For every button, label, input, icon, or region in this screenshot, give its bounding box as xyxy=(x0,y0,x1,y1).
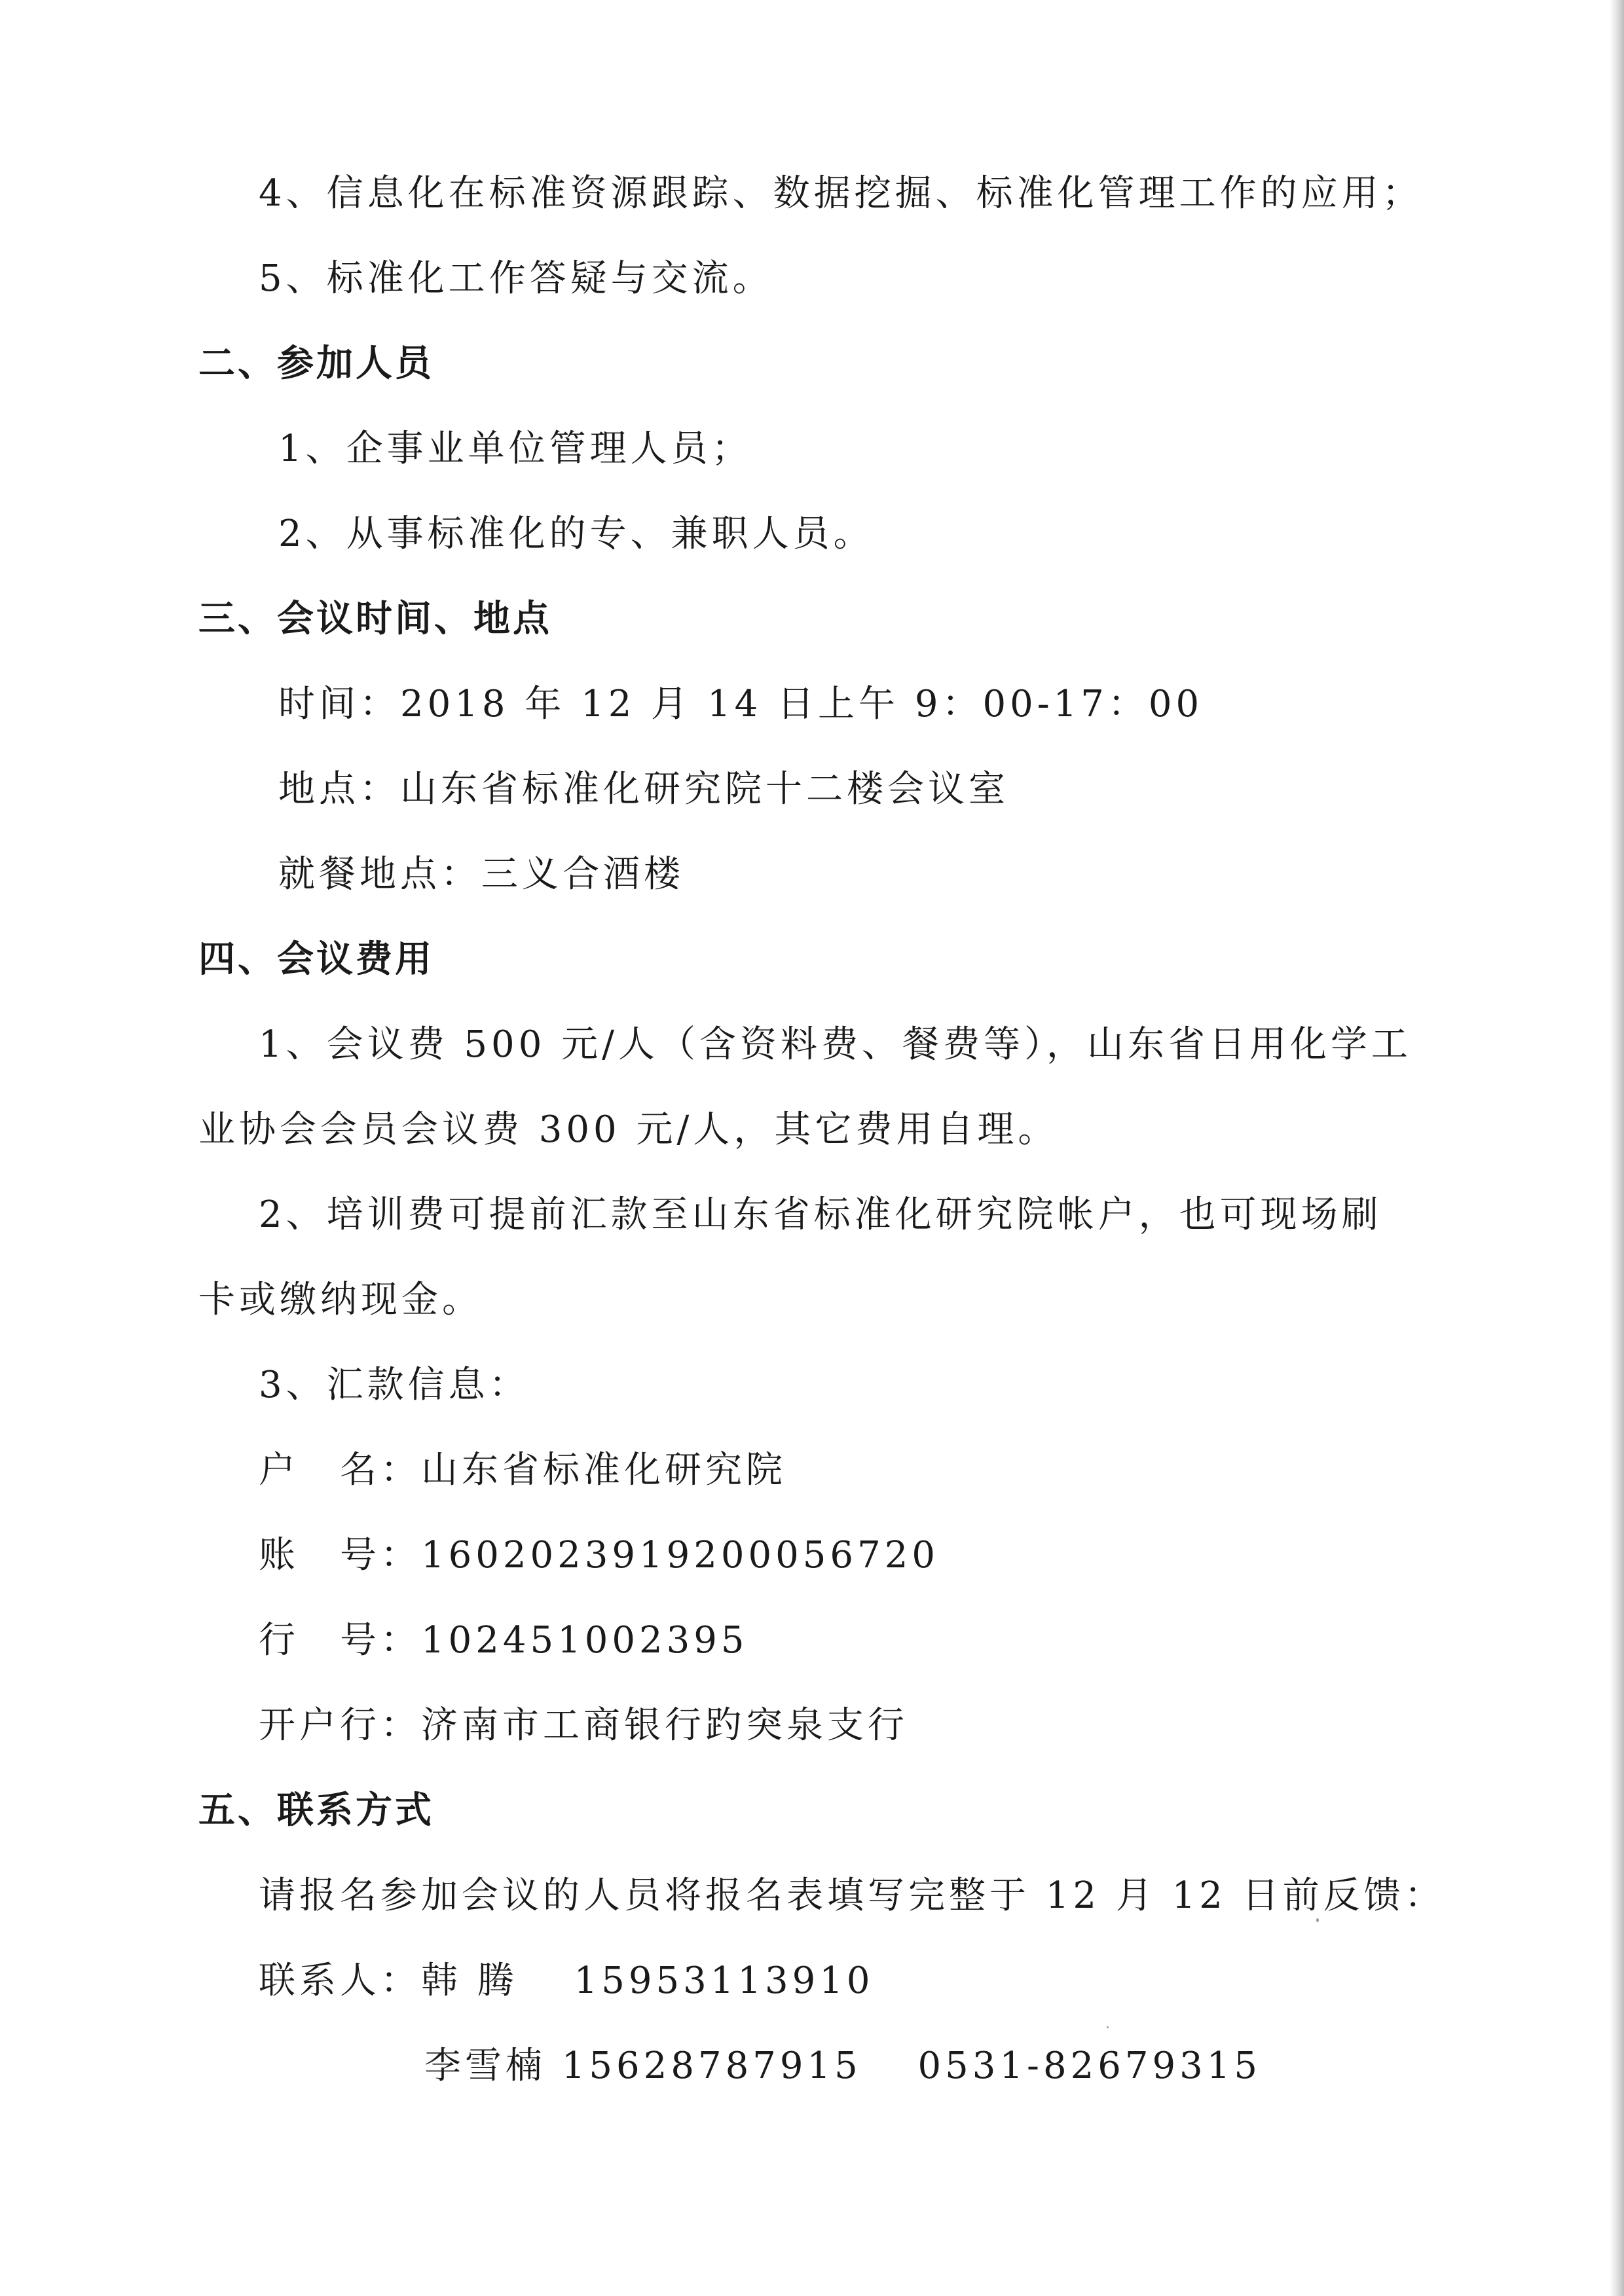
topic-item-5: 5、标准化工作答疑与交流。 xyxy=(259,257,773,300)
section-heading-fees: 四、会议费用 xyxy=(198,938,434,981)
contact-instruction: 请报名参加会议的人员将报名表填写完整于 12 月 12 日前反馈： xyxy=(259,1874,1445,1917)
bank-number: 行 号：102451002395 xyxy=(259,1619,748,1662)
section-heading-participants: 二、参加人员 xyxy=(198,342,434,385)
fee-item-1-line-2: 业协会会员会议费 300 元/人，其它费用自理。 xyxy=(198,1108,1059,1151)
meeting-time: 时间：2018 年 12 月 14 日上午 9：00-17：00 xyxy=(278,683,1204,725)
participant-item-1: 1、企事业单位管理人员； xyxy=(278,428,752,470)
account-number: 账 号：1602023919200056720 xyxy=(259,1534,939,1576)
fee-item-2-line-1: 2、培训费可提前汇款至山东省标准化研究院帐户，也可现场刷 xyxy=(259,1194,1382,1236)
account-name: 户 名：山东省标准化研究院 xyxy=(259,1449,786,1491)
contact-person-2: 李雪楠 15628787915 0531-82679315 xyxy=(424,2045,1261,2087)
meeting-place: 地点：山东省标准化研究院十二楼会议室 xyxy=(278,768,1009,811)
section-heading-contact: 五、联系方式 xyxy=(198,1789,434,1832)
scan-edge-shadow xyxy=(1610,0,1624,2296)
fee-item-3: 3、汇款信息： xyxy=(259,1364,530,1406)
contact-person-1: 联系人：韩 腾 15953113910 xyxy=(259,1959,874,2002)
dining-place: 就餐地点：三义合酒楼 xyxy=(278,853,684,896)
topic-item-4: 4、信息化在标准资源跟踪、数据挖掘、标准化管理工作的应用； xyxy=(259,172,1423,215)
scan-speck xyxy=(1316,1918,1319,1922)
scan-speck xyxy=(1107,2026,1109,2028)
bank-name: 开户行：济南市工商银行趵突泉支行 xyxy=(259,1704,908,1747)
section-heading-time-place: 三、会议时间、地点 xyxy=(198,598,552,640)
participant-item-2: 2、从事标准化的专、兼职人员。 xyxy=(278,513,874,555)
fee-item-2-line-2: 卡或缴纳现金。 xyxy=(198,1279,483,1321)
fee-item-1-line-1: 1、会议费 500 元/人（含资料费、餐费等），山东省日用化学工 xyxy=(259,1023,1412,1066)
